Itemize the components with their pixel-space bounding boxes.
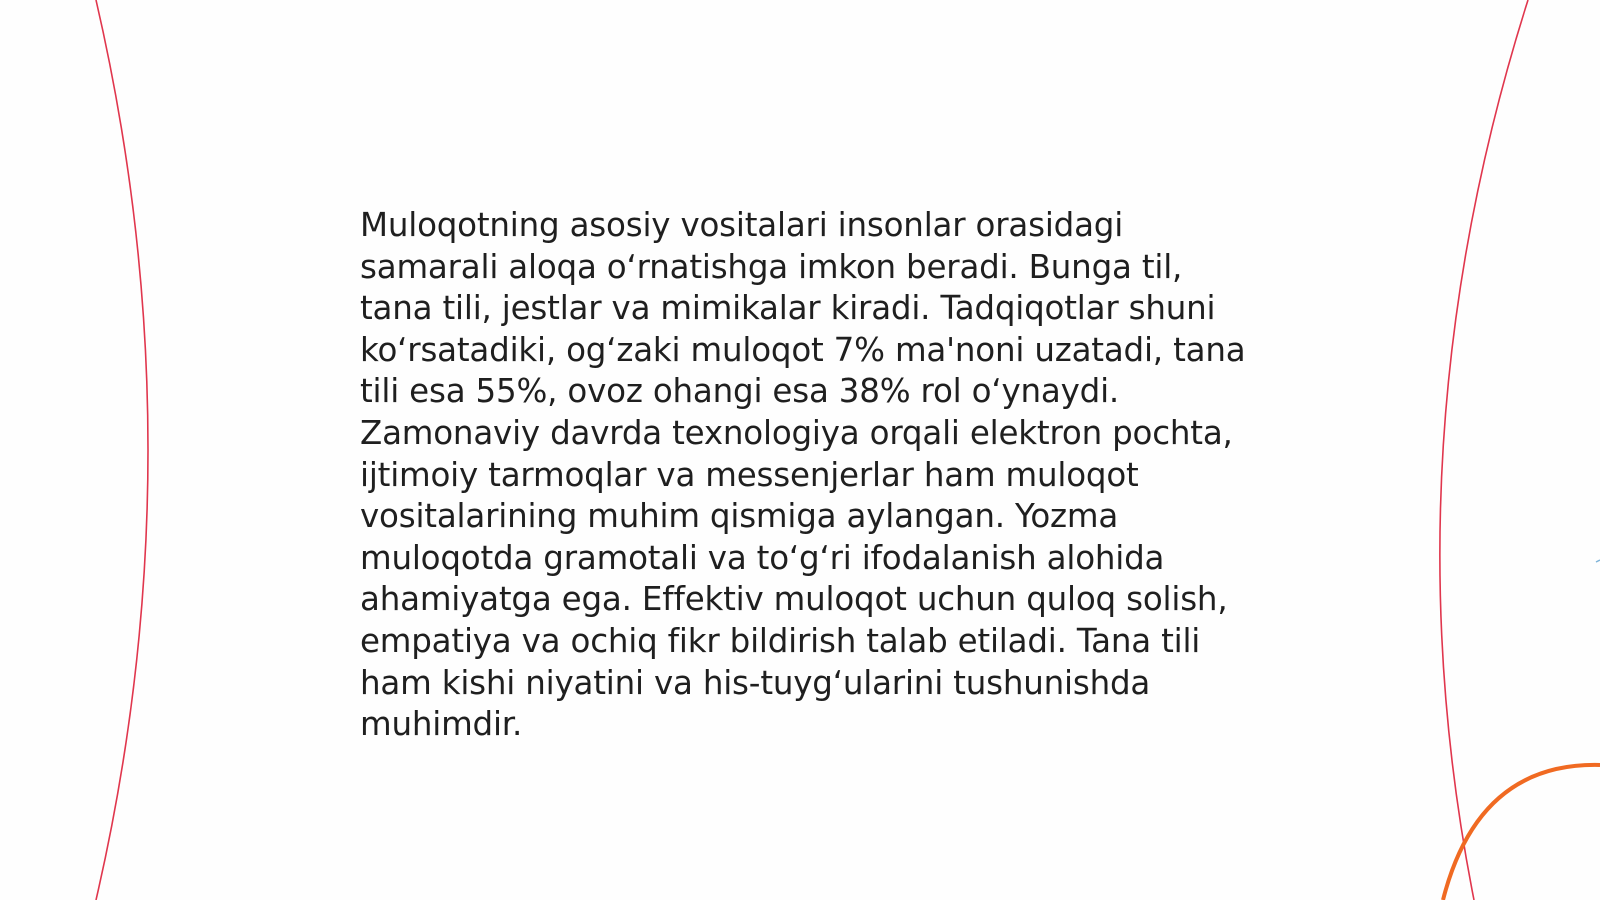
left-arc: [96, 0, 148, 900]
slide-body-text: Muloqotning asosiy vositalari insonlar orasidagi samarali aloqa oʻrnatishga imkon beradi. Bunga til, tana tili, jestlar va mimikalar kiradi. Tadqiqotlar shuni koʻrsatadiki, ogʻzaki muloqot 7% ma'noni uzatadi, tana tili esa 55%, ovoz ohangi esa 38% rol oʻynaydi. Zamonaviy davrda texnologiya orqali elektron pochta, ijtimoiy tarmoqlar va messenjerlar ham muloqot vositalarining muhim qismiga aylangan. Yozma muloqotda gramotali va toʻgʻri ifodalanish alohida ahamiyatga ega. Effektiv muloqot uchun quloq solish, empatiya va ochiq fikr bildirish talab etiladi. Tana tili ham kishi niyatini va his-tuygʻularini tushunishda muhimdir.: [360, 206, 1246, 744]
right-arc: [1440, 0, 1528, 900]
corner-arc: [1443, 765, 1600, 900]
edge-mark: [1596, 560, 1600, 562]
